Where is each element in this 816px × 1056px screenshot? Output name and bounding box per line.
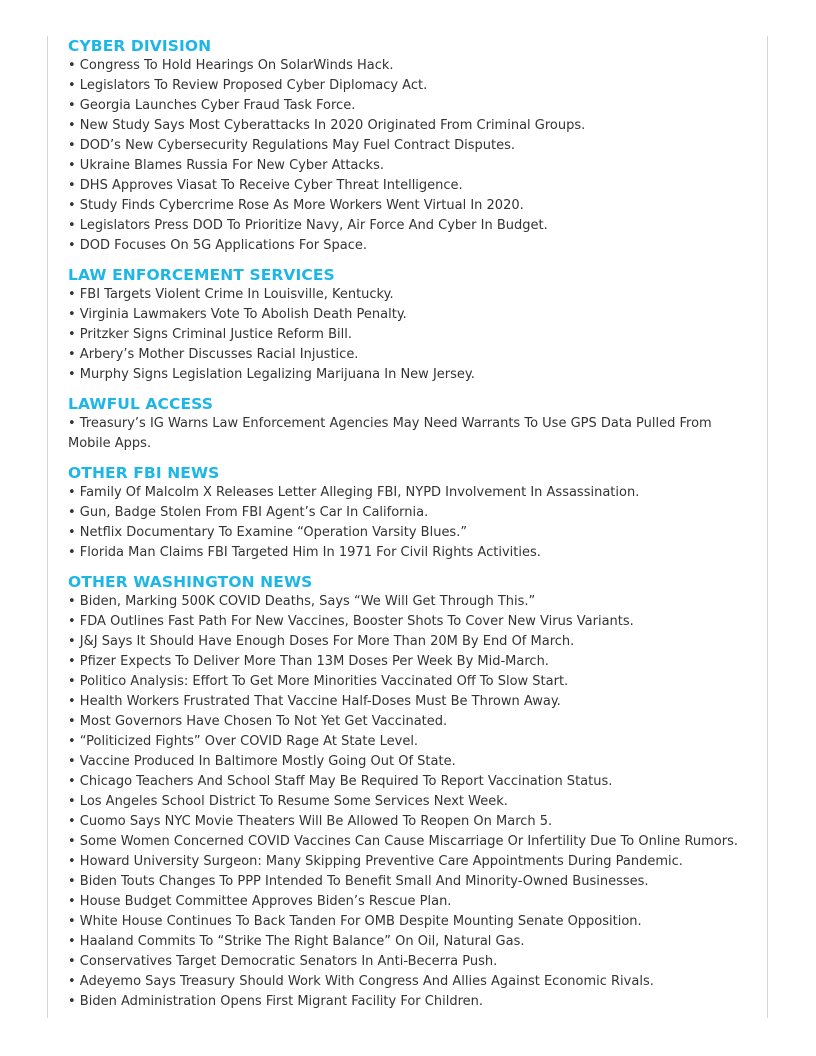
headline-item[interactable]: • Biden Touts Changes To PPP Intended To Benefit Small And Minority-Owned Businesses. xyxy=(68,874,649,889)
headline-item[interactable]: • Legislators To Review Proposed Cyber Diplomacy Act. xyxy=(68,78,428,93)
headline-item[interactable]: • Health Workers Frustrated That Vaccine Half-Doses Must Be Thrown Away. xyxy=(68,694,561,709)
section-law-enforcement-services xyxy=(68,265,758,385)
section-heading: LAWFUL ACCESS xyxy=(68,395,213,413)
headline-item[interactable]: • Family Of Malcolm X Releases Letter Alleging FBI, NYPD Involvement In Assassination. xyxy=(68,485,640,500)
headline-item[interactable]: • Georgia Launches Cyber Fraud Task Force. xyxy=(68,98,356,113)
headline-item[interactable]: • Most Governors Have Chosen To Not Yet Get Vaccinated. xyxy=(68,714,448,729)
headline-item[interactable]: • “Politicized Fights” Over COVID Rage At State Level. xyxy=(68,734,419,749)
headline-item[interactable]: • Pritzker Signs Criminal Justice Reform Bill. xyxy=(68,327,352,342)
headline-item[interactable]: • Biden Administration Opens First Migrant Facility For Children. xyxy=(68,994,484,1009)
headline-list xyxy=(68,592,758,1012)
headline-item[interactable]: • Murphy Signs Legislation Legalizing Marijuana In New Jersey. xyxy=(68,367,475,382)
headline-list xyxy=(68,414,758,454)
headline-item[interactable]: • Gun, Badge Stolen From FBI Agent’s Car In California. xyxy=(68,505,429,520)
headline-item[interactable]: • Virginia Lawmakers Vote To Abolish Death Penalty. xyxy=(68,307,407,322)
headline-item[interactable]: • Adeyemo Says Treasury Should Work With Congress And Allies Against Economic Rivals. xyxy=(68,974,654,989)
headline-item[interactable]: • Conservatives Target Democratic Senators In Anti-Becerra Push. xyxy=(68,954,498,969)
headline-item[interactable]: • DOD Focuses On 5G Applications For Space. xyxy=(68,238,368,253)
headline-item[interactable]: • Cuomo Says NYC Movie Theaters Will Be Allowed To Reopen On March 5. xyxy=(68,814,553,829)
headline-item[interactable]: • House Budget Committee Approves Biden’s Rescue Plan. xyxy=(68,894,452,909)
headline-item[interactable]: • Some Women Concerned COVID Vaccines Can Cause Miscarriage Or Infertility Due To Online Rumors. xyxy=(68,834,738,849)
newsletter-page xyxy=(47,36,768,1018)
newsletter-content xyxy=(68,36,758,1012)
headline-item[interactable]: • FDA Outlines Fast Path For New Vaccines, Booster Shots To Cover New Virus Variants. xyxy=(68,614,634,629)
section-heading: CYBER DIVISION xyxy=(68,37,212,55)
headline-item[interactable]: • DOD’s New Cybersecurity Regulations May Fuel Contract Disputes. xyxy=(68,138,516,153)
headline-item[interactable]: • Congress To Hold Hearings On SolarWinds Hack. xyxy=(68,58,394,73)
headline-item[interactable]: • Politico Analysis: Effort To Get More Minorities Vaccinated Off To Slow Start. xyxy=(68,674,569,689)
headline-item[interactable]: • Los Angeles School District To Resume Some Services Next Week. xyxy=(68,794,508,809)
headline-item[interactable]: • FBI Targets Violent Crime In Louisville, Kentucky. xyxy=(68,287,394,302)
headline-item[interactable]: • Legislators Press DOD To Prioritize Navy, Air Force And Cyber In Budget. xyxy=(68,218,548,233)
headline-item[interactable]: • White House Continues To Back Tanden For OMB Despite Mounting Senate Opposition. xyxy=(68,914,642,929)
headline-item[interactable]: • DHS Approves Viasat To Receive Cyber Threat Intelligence. xyxy=(68,178,463,193)
headline-item[interactable]: • Pfizer Expects To Deliver More Than 13M Doses Per Week By Mid-March. xyxy=(68,654,549,669)
headline-list xyxy=(68,285,758,385)
headline-item[interactable]: • Ukraine Blames Russia For New Cyber Attacks. xyxy=(68,158,384,173)
section-other-fbi-news xyxy=(68,463,758,563)
section-heading: OTHER FBI NEWS xyxy=(68,464,220,482)
headline-item[interactable]: • Treasury’s IG Warns Law Enforcement Agencies May Need Warrants To Use GPS Data Pulled From Mobile Apps. xyxy=(68,416,712,451)
headline-list xyxy=(68,483,758,563)
headline-item[interactable]: • Haaland Commits To “Strike The Right Balance” On Oil, Natural Gas. xyxy=(68,934,525,949)
headline-item[interactable]: • Arbery’s Mother Discusses Racial Injustice. xyxy=(68,347,359,362)
headline-item[interactable]: • Biden, Marking 500K COVID Deaths, Says “We Will Get Through This.” xyxy=(68,594,536,609)
section-other-washington-news xyxy=(68,572,758,1012)
section-heading: OTHER WASHINGTON NEWS xyxy=(68,573,313,591)
headline-item[interactable]: • New Study Says Most Cyberattacks In 2020 Originated From Criminal Groups. xyxy=(68,118,586,133)
headline-item[interactable]: • Florida Man Claims FBI Targeted Him In 1971 For Civil Rights Activities. xyxy=(68,545,541,560)
section-heading: LAW ENFORCEMENT SERVICES xyxy=(68,266,335,284)
headline-list xyxy=(68,56,758,256)
headline-item[interactable]: • J&J Says It Should Have Enough Doses For More Than 20M By End Of March. xyxy=(68,634,575,649)
section-lawful-access xyxy=(68,394,758,454)
headline-item[interactable]: • Netflix Documentary To Examine “Operation Varsity Blues.” xyxy=(68,525,468,540)
headline-item[interactable]: • Study Finds Cybercrime Rose As More Workers Went Virtual In 2020. xyxy=(68,198,524,213)
headline-item[interactable]: • Vaccine Produced In Baltimore Mostly Going Out Of State. xyxy=(68,754,456,769)
headline-item[interactable]: • Chicago Teachers And School Staff May Be Required To Report Vaccination Status. xyxy=(68,774,613,789)
headline-item[interactable]: • Howard University Surgeon: Many Skipping Preventive Care Appointments During Pandemic. xyxy=(68,854,683,869)
section-cyber-division xyxy=(68,36,758,256)
